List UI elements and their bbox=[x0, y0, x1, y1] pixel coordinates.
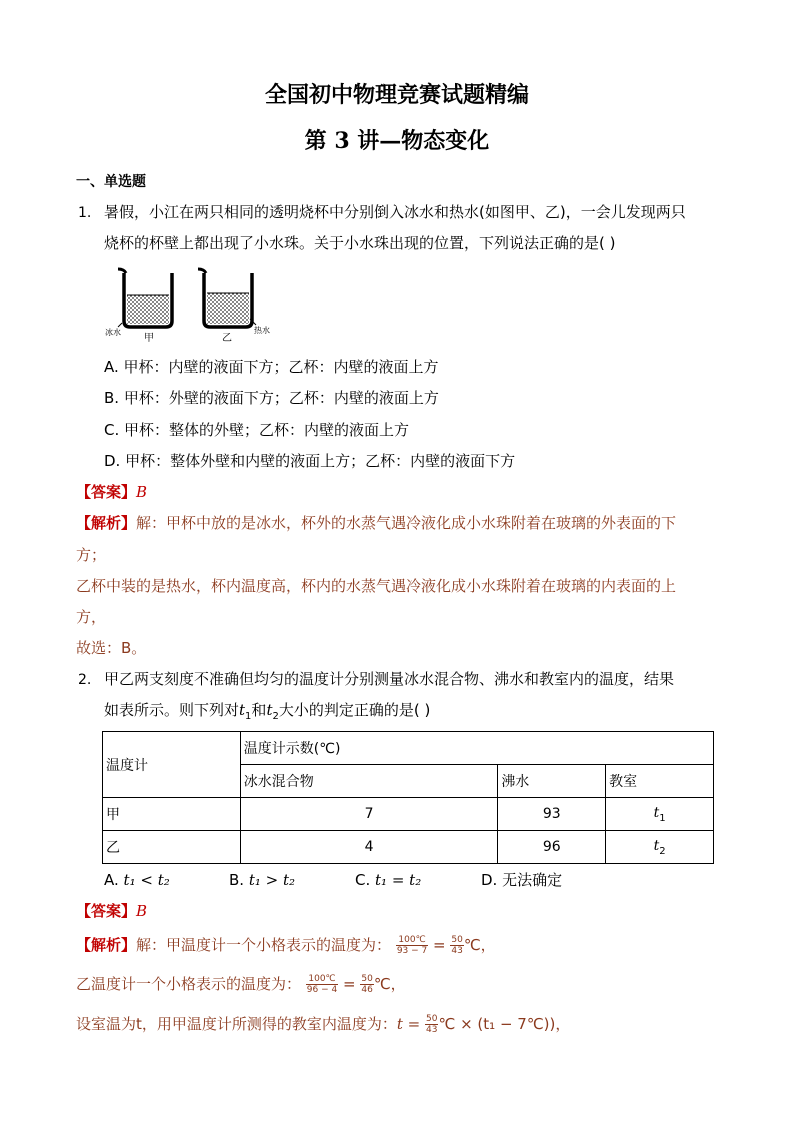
header-reading: 温度计示数(℃) bbox=[240, 732, 713, 765]
analysis-label: 【解析】 bbox=[76, 936, 137, 954]
question-2-line-2: 如表所示。则下列对$t_1$和$t_2$大小的判定正确的是( ) bbox=[104, 701, 431, 722]
header-classroom: 教室 bbox=[606, 765, 714, 798]
question-1-analysis-line-1: 【解析】解：甲杯中放的是冰水，杯外的水蒸气遇冷液化成小水珠附着在玻璃的外表面的下 bbox=[76, 514, 677, 532]
question-1-option-a: A. 甲杯：内壁的液面下方；乙杯：内壁的液面上方 bbox=[104, 358, 439, 376]
question-2-answer bbox=[76, 901, 147, 921]
question-1-analysis-line-3: 乙杯中装的是热水，杯内温度高，杯内的水蒸气遇冷液化成小水珠附着在玻璃的内表面的上 bbox=[76, 577, 677, 595]
question-2-line-1: 甲乙两支刻度不准确但均匀的温度计分别测量冰水混合物、沸水和教室内的温度，结果 bbox=[104, 670, 675, 688]
table-row: 乙 4 96 $t_2$ bbox=[103, 831, 714, 864]
label-hot-water: 热水 bbox=[254, 326, 270, 335]
question-2-option-d: D. 无法确定 bbox=[481, 871, 563, 889]
question-1-analysis-line-5: 故选：B。 bbox=[76, 639, 147, 657]
fraction: $\frac{50}{46}$ bbox=[361, 974, 373, 995]
header-ice-water: 冰水混合物 bbox=[240, 765, 498, 798]
answer-label: 【答案】 bbox=[76, 483, 137, 501]
header-boiling: 沸水 bbox=[498, 765, 606, 798]
beaker-yi bbox=[198, 269, 256, 327]
question-2-option-a: A. t₁ < t₂ bbox=[104, 871, 170, 889]
document-title: 全国初中物理竞赛试题精编 bbox=[264, 82, 529, 108]
beakers-figure bbox=[104, 265, 284, 347]
question-1-option-c: C. 甲杯：整体的外壁；乙杯：内壁的液面上方 bbox=[104, 421, 410, 439]
question-2-number: 2. bbox=[78, 672, 92, 688]
answer-label: 【答案】 bbox=[76, 902, 137, 920]
lecture-subtitle: 第 3 讲—物态变化 bbox=[304, 128, 490, 154]
question-2-analysis-line-1: 【解析】解：甲温度计一个小格表示的温度为： $\frac{100℃}{93 - 7}$ = $\frac{50}{43}$ ℃， bbox=[76, 935, 496, 956]
question-1-option-d: D. 甲杯：整体外壁和内壁的液面上方；乙杯：内壁的液面下方 bbox=[104, 452, 516, 470]
label-jia: 甲 bbox=[144, 333, 154, 344]
question-2-option-c: C. t₁ = t₂ bbox=[355, 871, 422, 889]
question-2-analysis-line-2: 乙温度计一个小格表示的温度为： $\frac{100℃}{96 - 4}$ = $\frac{50}{46}$ ℃， bbox=[76, 974, 406, 995]
analysis-label: 【解析】 bbox=[76, 514, 137, 532]
question-1-analysis-line-4: 方， bbox=[76, 608, 107, 626]
label-ice-water: 冰水 bbox=[105, 328, 121, 337]
header-thermometer: 温度计 bbox=[103, 732, 241, 798]
answer-value: B bbox=[136, 483, 148, 501]
question-1-line-1: 暑假，小江在两只相同的透明烧杯中分别倒入冰水和热水(如图甲、乙)，一会儿发现两只 bbox=[104, 203, 686, 221]
fraction: $\frac{100℃}{93 - 7}$ bbox=[396, 935, 428, 956]
question-2-analysis-line-3: 设室温为t，用甲温度计所测得的教室内温度为：t = $\frac{50}{43}$ ℃ × (t₁ − 7℃))， bbox=[76, 1014, 571, 1035]
question-1-answer bbox=[76, 482, 147, 502]
question-1-option-b: B. 甲杯：外壁的液面下方；乙杯：内壁的液面上方 bbox=[104, 389, 439, 407]
fraction: $\frac{100℃}{96 - 4}$ bbox=[306, 974, 338, 995]
question-1-line-2: 烧杯的杯壁上都出现了小水珠。关于小水珠出现的位置，下列说法正确的是( ) bbox=[104, 234, 616, 252]
answer-value: B bbox=[136, 902, 148, 920]
question-2-option-b: B. t₁ > t₂ bbox=[229, 871, 296, 889]
question-1-analysis-line-2: 方； bbox=[76, 546, 107, 564]
section-heading: 一、单选题 bbox=[76, 174, 146, 190]
table-row: 甲 7 93 $t_1$ bbox=[103, 798, 714, 831]
fraction: $\frac{50}{43}$ bbox=[426, 1014, 438, 1035]
fraction: $\frac{50}{43}$ bbox=[451, 935, 463, 956]
question-1-number: 1. bbox=[78, 205, 92, 221]
thermometer-table bbox=[102, 731, 714, 864]
beaker-jia bbox=[118, 269, 172, 327]
label-yi: 乙 bbox=[222, 333, 232, 344]
